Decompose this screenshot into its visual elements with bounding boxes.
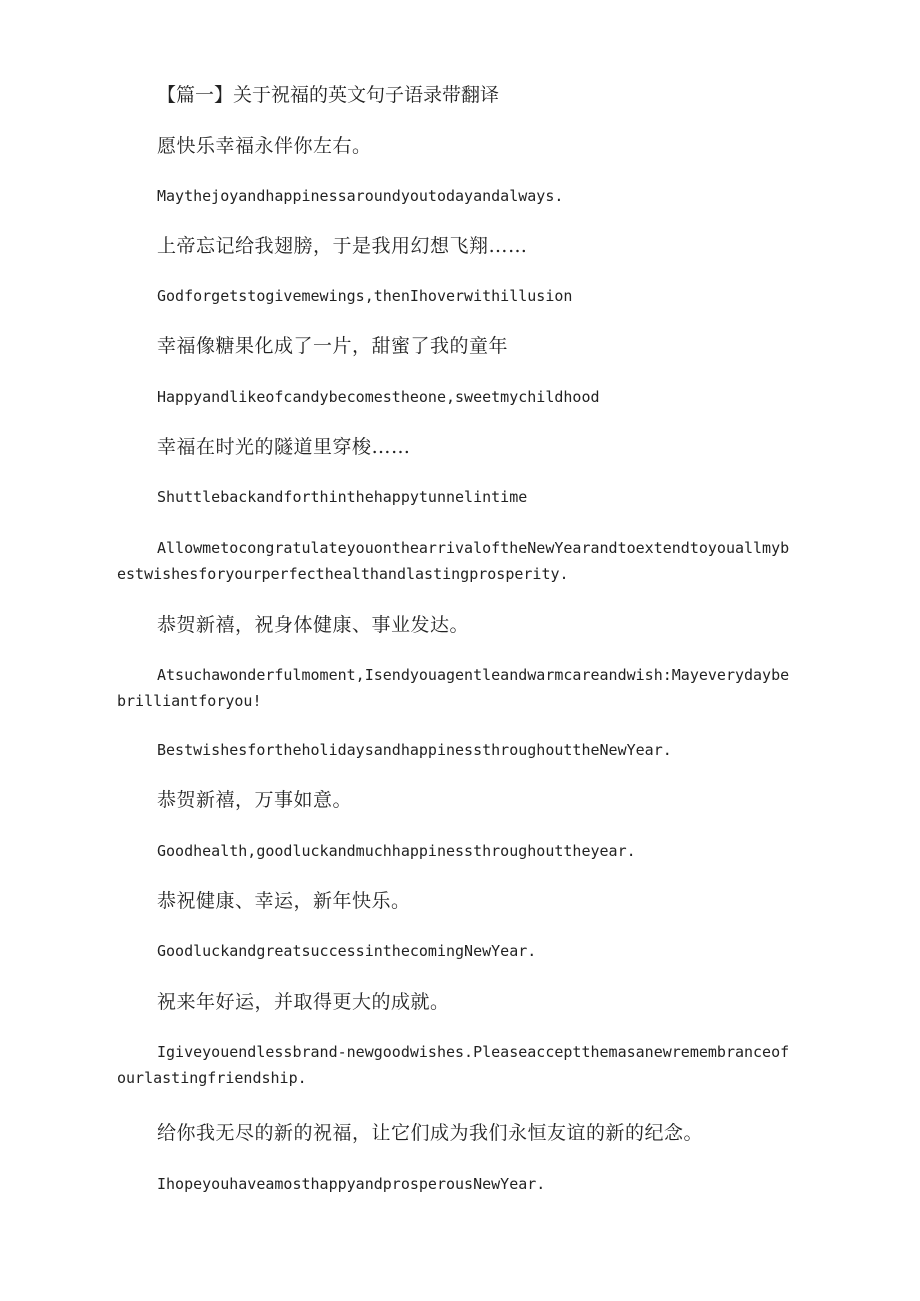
paragraph-en-3: Happyandlikeofcandybecomestheone,sweetmychildhood — [157, 388, 600, 406]
paragraph-en-6: Atsuchawonderfulmoment,Isendyouagentleandwarmcareandwish:Mayeverydaybebrilliantforyou! — [117, 666, 790, 710]
paragraph-en-2: Godforgetstogivemewings,thenIhoverwithillusion — [157, 287, 573, 305]
paragraph-zh-4: 幸福在时光的隧道里穿梭…… — [157, 436, 411, 458]
paragraph-zh-6: 恭贺新禧，万事如意。 — [157, 789, 353, 811]
paragraph-zh-8: 祝来年好运，并取得更大的成就。 — [157, 991, 450, 1013]
paragraph-zh-9: 给你我无尽的新的祝福，让它们成为我们永恒友谊的新的纪念。 — [157, 1122, 704, 1144]
paragraph-en-8: Goodhealth,goodluckandmuchhappinessthroughouttheyear. — [157, 842, 636, 860]
paragraph-zh-7: 恭祝健康、幸运，新年快乐。 — [157, 890, 411, 912]
document-title: 【篇一】关于祝福的英文句子语录带翻译 — [157, 84, 500, 106]
paragraph-en-7: BestwishesfortheholidaysandhappinessthroughouttheNewYear. — [157, 741, 672, 759]
paragraph-en-1: Maythejoyandhappinessaroundyoutodayandalways. — [157, 187, 564, 205]
paragraph-en-11: IhopeyouhaveamosthappyandprosperousNewYear. — [157, 1175, 546, 1193]
paragraph-en-5: AllowmetocongratulateyouonthearrivaloftheNewYearandtoextendtoyouallmybestwishesforyourperfecthealthandlastingprosperity. — [117, 539, 790, 583]
paragraph-en-10: Igiveyouendlessbrand-newgoodwishes.Pleaseacceptthemasanewremembranceofourlastingfriendship. — [117, 1043, 790, 1087]
paragraph-zh-1: 愿快乐幸福永伴你左右。 — [157, 135, 372, 157]
paragraph-en-4: Shuttlebackandforthinthehappytunnelintime — [157, 488, 528, 506]
paragraph-en-9: GoodluckandgreatsuccessinthecomingNewYear. — [157, 942, 537, 960]
paragraph-zh-3: 幸福像糖果化成了一片，甜蜜了我的童年 — [157, 335, 509, 357]
paragraph-zh-2: 上帝忘记给我翅膀，于是我用幻想飞翔…… — [157, 235, 528, 257]
paragraph-zh-5: 恭贺新禧，祝身体健康、事业发达。 — [157, 614, 470, 636]
